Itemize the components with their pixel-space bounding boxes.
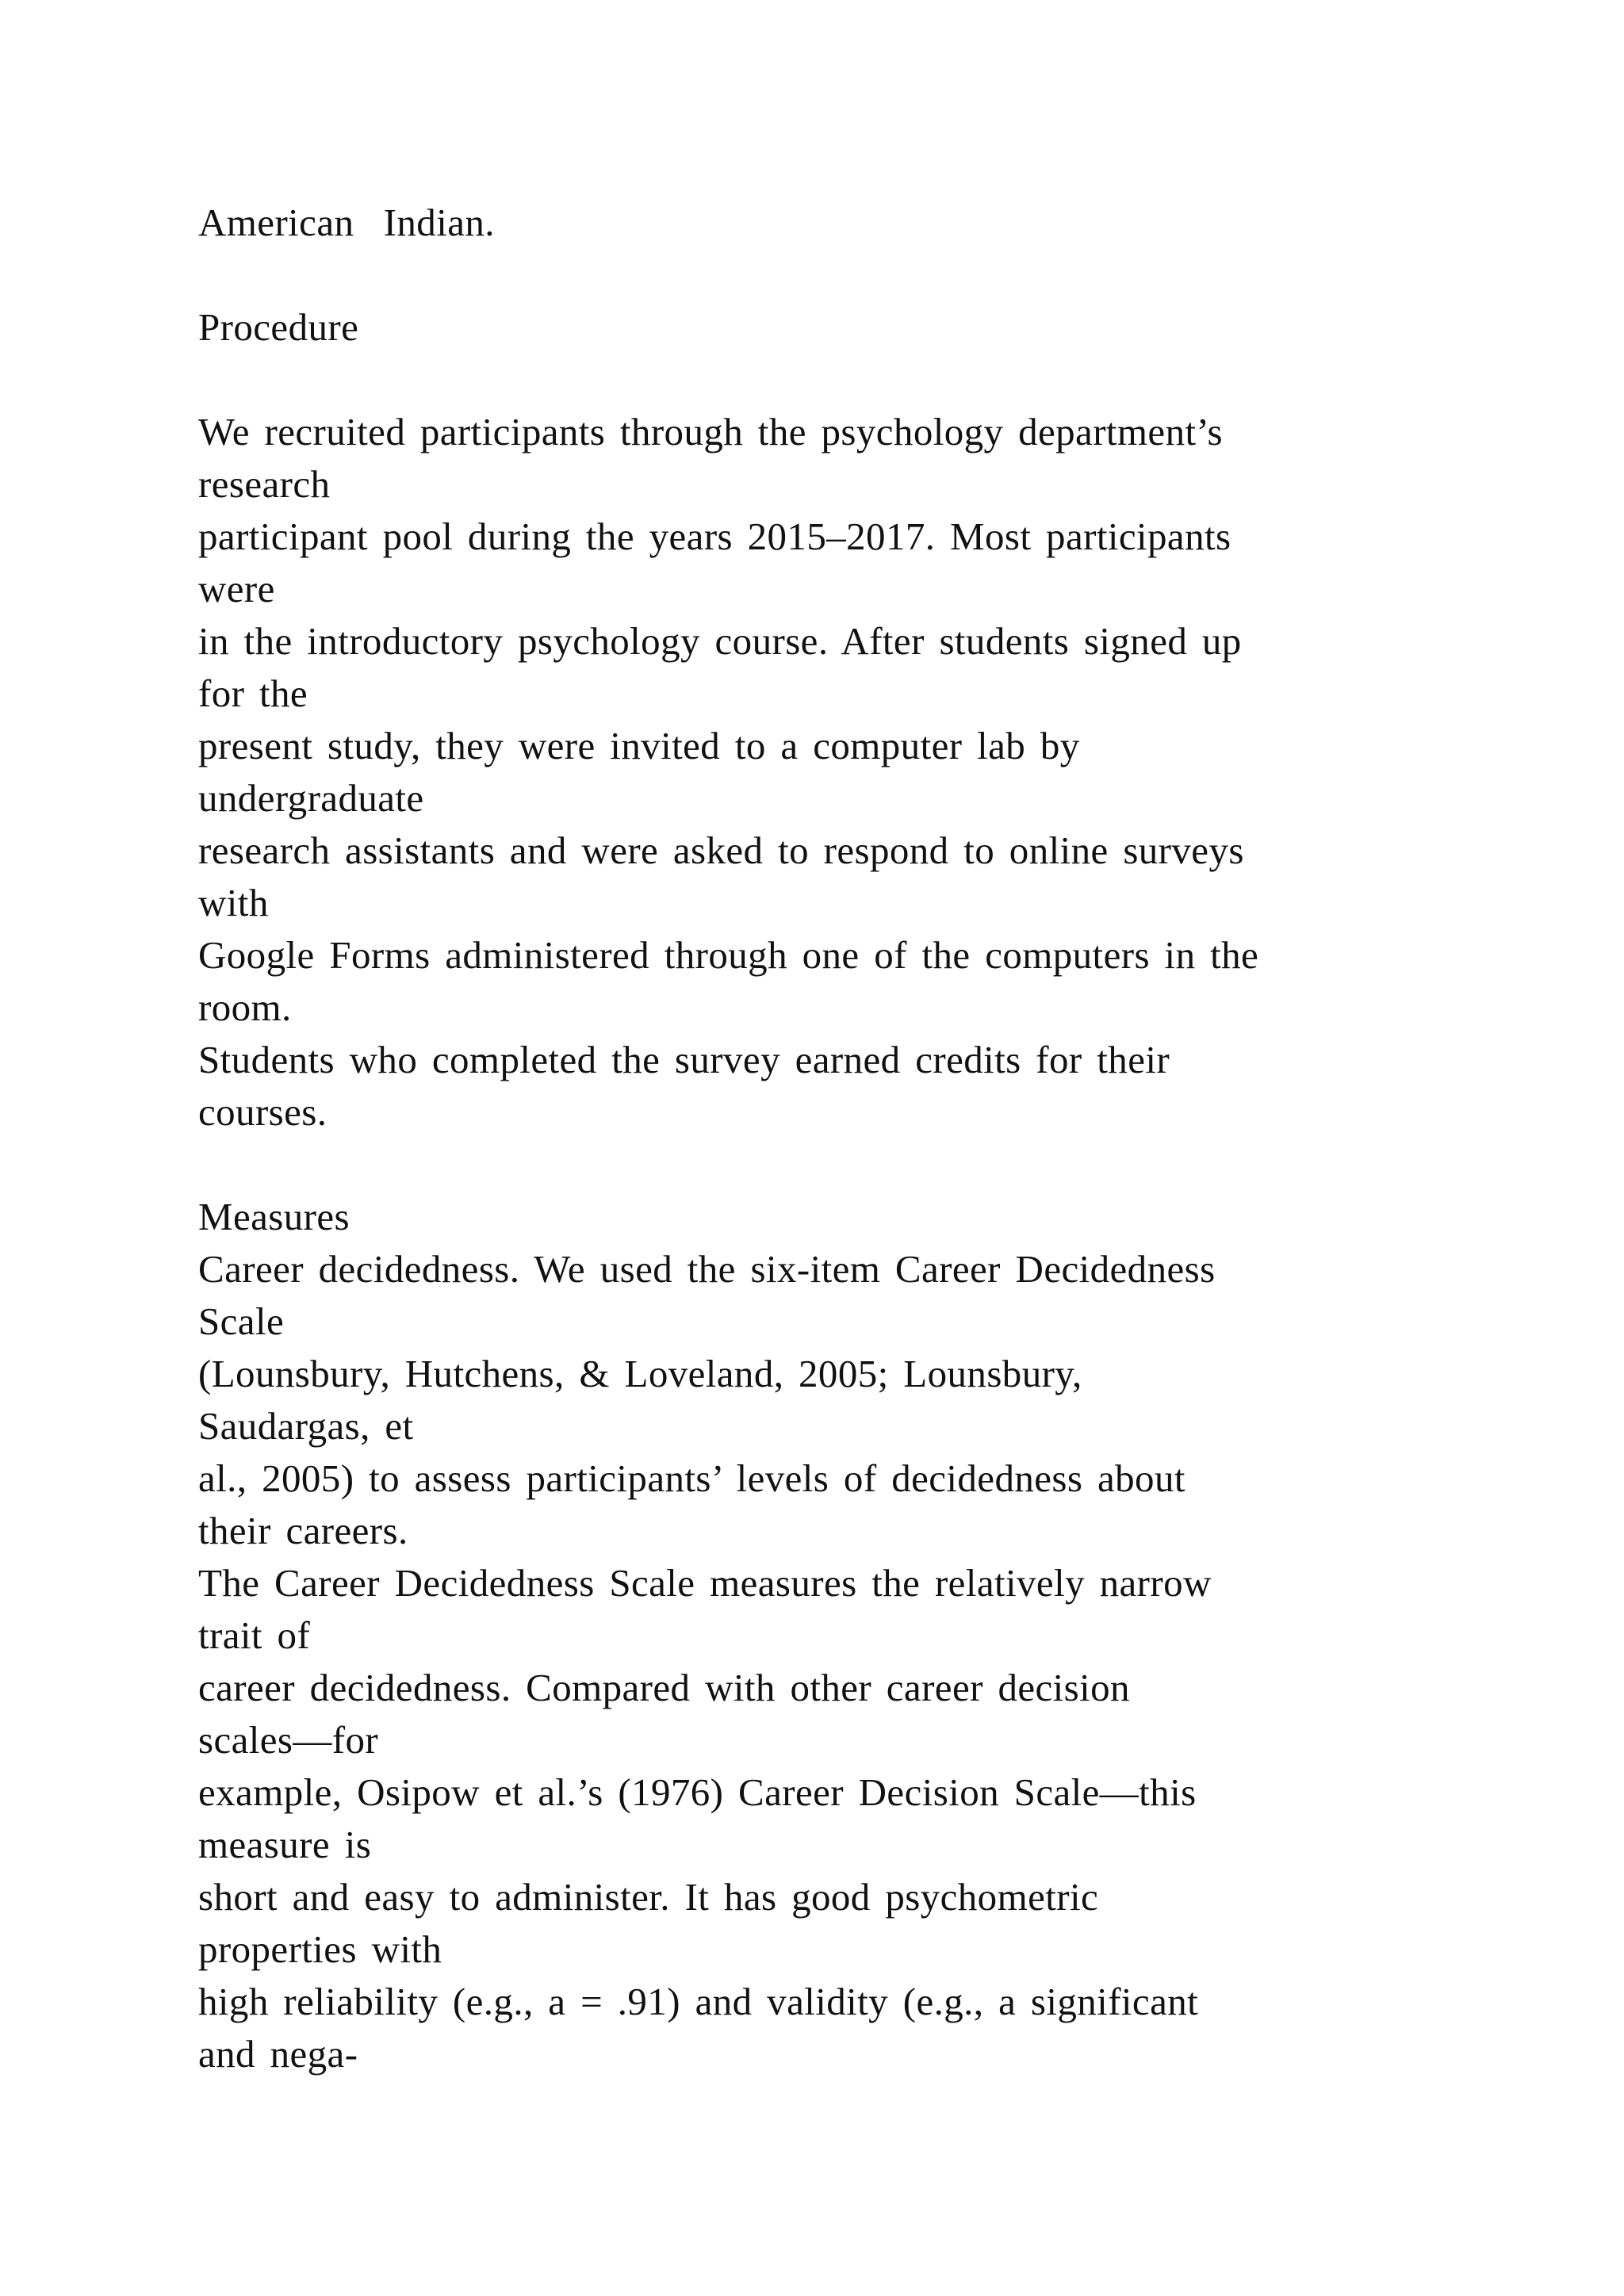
text-line: participant pool during the years 2015–2017. Most participants: [198, 515, 1231, 558]
text-line: We recruited participants through the psychology department’s: [198, 410, 1223, 453]
text-line: Measures: [198, 1195, 350, 1238]
text-line: undergraduate: [198, 776, 424, 820]
text-line: courses.: [198, 1090, 327, 1134]
text-line: career decidedness. Compared with other career decision: [198, 1666, 1130, 1709]
text-line: their careers.: [198, 1509, 408, 1552]
text-line: Google Forms administered through one of the computers in the: [198, 933, 1259, 977]
text-line: Procedure: [198, 305, 359, 349]
text-line: al., 2005) to assess participants’ levels of decidedness about: [198, 1456, 1185, 1500]
text-line: present study, they were invited to a computer lab by: [198, 724, 1080, 767]
text-line: scales—for: [198, 1718, 379, 1762]
text-line: research assistants and were asked to respond to online surveys: [198, 828, 1244, 872]
document-body-text: [198, 197, 1546, 2080]
paragraph-gap: [198, 354, 1546, 406]
text-line: properties with: [198, 1927, 442, 1971]
text-line: trait of: [198, 1613, 311, 1657]
paragraph-gap: [198, 249, 1546, 301]
text-line: Students who completed the survey earned credits for their: [198, 1038, 1170, 1081]
text-line: were: [198, 567, 275, 610]
text-line: The Career Decidedness Scale measures the relatively narrow: [198, 1561, 1212, 1605]
text-line: with: [198, 881, 269, 924]
text-line: (Lounsbury, Hutchens, & Loveland, 2005; Lounsbury,: [198, 1352, 1082, 1395]
text-line: Career decidedness. We used the six-item Career Decidedness: [198, 1247, 1216, 1291]
text-line: Saudargas, et: [198, 1404, 414, 1448]
text-line: Scale: [198, 1299, 285, 1343]
text-line: measure is: [198, 1823, 372, 1866]
text-line: high reliability (e.g., a = .91) and validity (e.g., a significant: [198, 1980, 1199, 2023]
text-line: American Indian.: [198, 201, 495, 244]
text-line: example, Osipow et al.’s (1976) Career Decision Scale—this: [198, 1770, 1197, 1814]
text-line: research: [198, 462, 331, 506]
text-line: in the introductory psychology course. After students signed up: [198, 619, 1242, 663]
paragraph-gap: [198, 1138, 1546, 1191]
text-line: short and easy to administer. It has good psychometric: [198, 1875, 1099, 1919]
text-line: and nega-: [198, 2032, 358, 2076]
text-line: room.: [198, 985, 292, 1029]
text-line: for the: [198, 672, 308, 715]
